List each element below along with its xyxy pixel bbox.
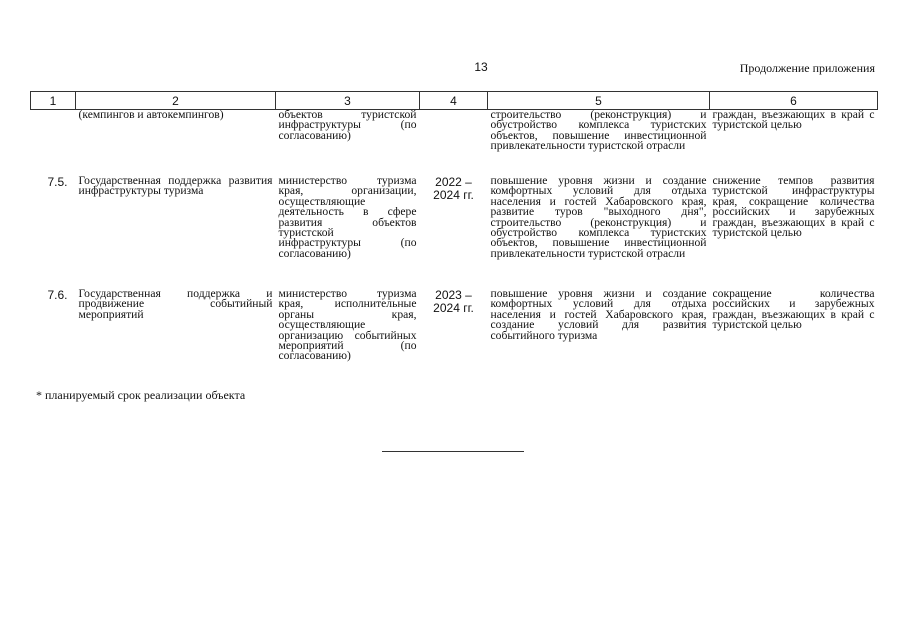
appendix-table bbox=[30, 91, 878, 369]
column-header-1: 1 bbox=[31, 92, 76, 110]
table-row bbox=[31, 176, 878, 289]
cell-result: строительство (реконструкция) и обустройство комплекса туристских объектов, повышение инвестиционной привлекательности туристской отрасли bbox=[490, 108, 707, 153]
cell-number: 7.6. bbox=[47, 288, 68, 302]
cell-result: повышение уровня жизни и создание комфортных условий для отдыха населения и гостей Хабаровского края, развитие туров "выходного дня", строительство (реконструкция) и обустройство комплекса туристских объектов, повышение инвестиционной привлекательности туристской отрасли bbox=[490, 174, 707, 260]
cell-measure: Государственная поддержка и продвижение событийный мероприятий bbox=[78, 287, 273, 321]
divider-line bbox=[382, 451, 524, 452]
cell-executor: министерство туризма края, организации, осуществляющие деятельность в сфере развития объектов туристской инфраструктуры (по согласованию) bbox=[278, 174, 417, 260]
cell-period: 2023 – 2024 гг. bbox=[433, 288, 474, 315]
cell-result: повышение уровня жизни и создание комфортных условий для отдыха населения и гостей Хабаровского края, создание условий для развития событийного туризма bbox=[490, 287, 707, 342]
column-header-6: 6 bbox=[710, 92, 878, 110]
table-row bbox=[31, 289, 878, 369]
cell-period: 2022 – 2024 гг. bbox=[433, 175, 474, 202]
page-number: 13 bbox=[474, 60, 488, 74]
cell-consequence: снижение темпов развития туристской инфраструктуры края, сокращение количества российских и зарубежных граждан, въезжающих в край с туристской целью bbox=[712, 174, 875, 240]
continuation-label: Продолжение приложения bbox=[739, 61, 875, 75]
column-header-2: 2 bbox=[76, 92, 276, 110]
cell-measure: Государственная поддержка развития инфраструктуры туризма bbox=[78, 174, 273, 198]
column-header-4: 4 bbox=[420, 92, 488, 110]
footnote: * планируемый срок реализации объекта bbox=[36, 388, 246, 402]
cell-consequence: сокращение количества российских и зарубежных граждан, въезжающих в край с туристской целью bbox=[712, 287, 875, 332]
cell-executor: объектов туристской инфраструктуры (по согласованию) bbox=[278, 108, 417, 142]
column-header-5: 5 bbox=[488, 92, 710, 110]
column-header-3: 3 bbox=[276, 92, 420, 110]
cell-executor: министерство туризма края, исполнительные органы края, осуществляющие организацию событийных мероприятий (по согласованию) bbox=[278, 287, 417, 363]
cell-period bbox=[420, 110, 488, 177]
cell-number: 7.5. bbox=[47, 175, 68, 189]
table-header-row bbox=[31, 92, 878, 110]
cell-consequence: граждан, въезжающих в край с туристской целью bbox=[712, 108, 875, 132]
cell-measure: (кемпингов и автокемпингов) bbox=[78, 108, 224, 121]
table-row-continued bbox=[31, 110, 878, 177]
cell-number bbox=[31, 110, 76, 177]
